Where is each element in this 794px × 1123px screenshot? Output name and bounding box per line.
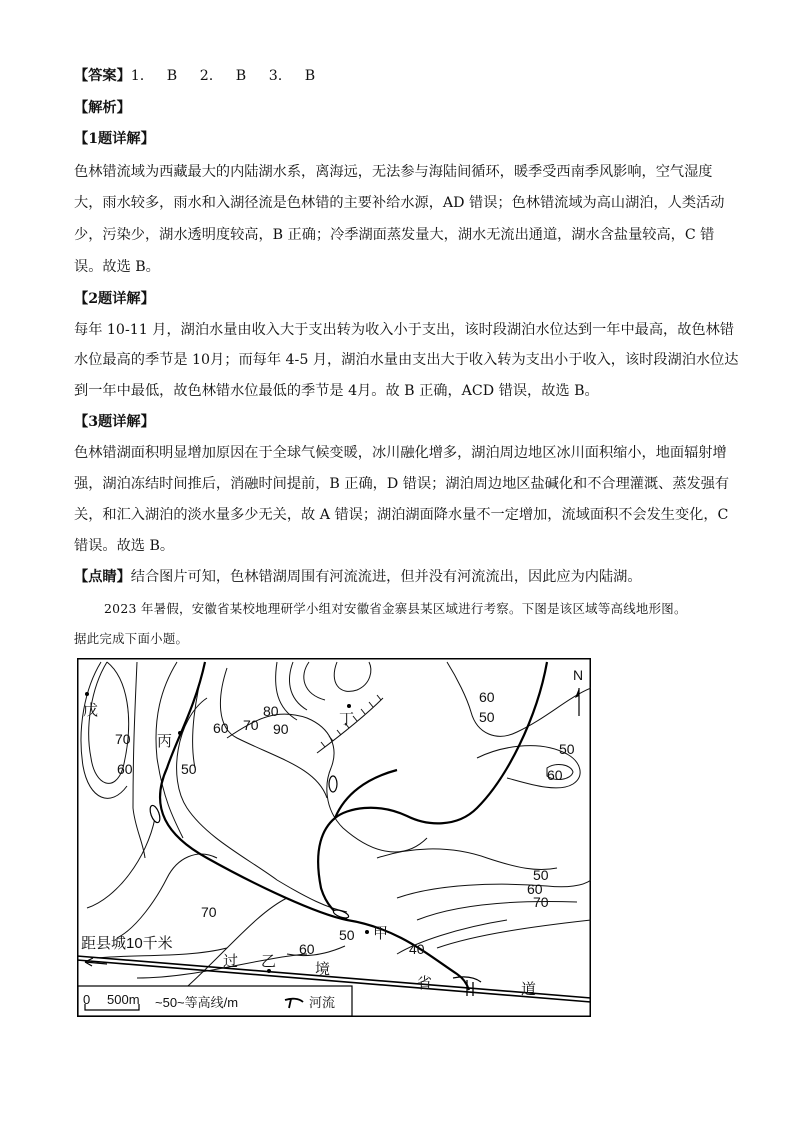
q1-line-2: 大，雨水较多，雨水和入湖径流是色林错的主要补给水源，AD 错误；色林错流域为高山湖泊，人类活动 [74,195,725,211]
road-char-2: 境 [315,961,331,978]
reservoir-upper [329,776,337,792]
tip-tag: 【点睛】 [74,569,131,585]
q1-line-1: 色林错流域为西藏最大的内陆湖水系，离海远，无法参与海陆间循环，暖季受西南季风影响，空气湿度 [74,164,713,180]
contour-label: 50 [559,741,575,757]
point-yi: 乙 [261,953,277,970]
contour-label: 70 [115,731,131,747]
contour-label: 60 [299,941,315,957]
q3-line-4: 错误。故选 B。 [74,538,175,554]
contour-map [77,658,591,1017]
contour-label: 50 [479,709,495,725]
contour-label: 50 [533,867,549,883]
q2-line-1: 每年 10-11 月，湖泊水量由收入大于支出转为收入小于支出，该时段湖泊水位达到一年中最高，故色林错 [74,322,734,338]
point-ding: 丁 [339,711,355,728]
road-char-3: 省 [417,975,433,992]
scale-zero: 0 [83,992,91,1007]
q3-tag: 【3题详解】 [74,414,155,430]
road-char-1: 过 [223,953,239,970]
q1-heading [74,129,155,149]
q2-tag: 【2题详解】 [74,291,155,307]
north-label: N [573,667,584,683]
point-jia: 甲 [373,925,389,942]
tip-text: 结合图片可知，色林错湖周围有河流流进，但并没有河流流出，因此应为内陆湖。 [130,569,642,585]
distance-label: 距县城10千米 [81,935,173,952]
contour-label: 60 [117,761,133,777]
answer-text: 1. B 2. B 3. B [130,68,316,84]
q3-line-1: 色林错湖面积明显增加原因在于全球气候变暖，冰川融化增多，湖泊周边地区冰川面积缩小，地面辐射增 [74,445,727,461]
contour-label: 50 [339,927,355,943]
contour-label: 40 [409,941,425,957]
q2-line-2: 水位最高的季节是 10月；而每年 4-5 月，湖泊水量由支出大于收入转为支出小于收入，该时段湖泊水位达 [74,352,739,368]
road-char-4: 道 [521,981,537,998]
point-bing: 丙 [157,733,173,750]
q1-line-3: 少，污染少，湖水透明度较高，B 正确；冷季湖面蒸发量大，湖水无流出通道，湖水含盐量较高，C 错 [74,227,715,243]
map-legend [78,986,352,1016]
scale-length: 500m [107,992,140,1007]
contour-label: 70 [201,904,217,920]
q3-heading [74,412,155,432]
contour-label: 70 [533,894,549,910]
contour-label: 80 [263,703,279,719]
contour-label: 50 [181,761,197,777]
contour-label: 60 [213,720,229,736]
contour-label: 60 [479,689,495,705]
q2-line-3: 到一年中最低，故色林错水位最低的季节是 4月。故 B 正确，ACD 错误，故选 B。 [74,383,599,399]
q1-tag: 【1题详解】 [74,131,155,147]
answer-line [74,66,315,86]
contour-legend-label: ~50~等高线/m [155,995,239,1010]
q3-line-3: 关，和汇入湖泊的淡水量多少无关，故 A 错误；湖泊湖面降水量不一定增加，流域面积不会发生变化，C [74,507,729,523]
q2-heading [74,289,155,309]
q3-line-2: 强，湖泊冻结时间推后，消融时间提前，B 正确，D 错误；湖泊周边地区盐碱化和不合理灌溉、蒸发强有 [74,476,730,492]
contour-label: 90 [273,721,289,737]
contour-label: 60 [547,767,563,783]
contour-label: 70 [243,717,259,733]
tip-line [74,567,642,587]
point-wu: 戊 [83,702,99,719]
analysis-tag: 【解析】 [74,100,131,116]
answer-tag: 【答案】 [74,68,131,84]
intro-line-2: 据此完成下面小题。 [74,631,189,646]
intro-line-1: 2023 年暑假，安徽省某校地理研学小组对安徽省金寨县某区域进行考察。下图是该区域等高线地形图。 [104,601,687,616]
river-legend-label: 河流 [309,995,336,1010]
contour-label: 60 [527,881,543,897]
q1-line-4: 误。故选 B。 [74,259,160,275]
analysis-heading [74,98,131,118]
